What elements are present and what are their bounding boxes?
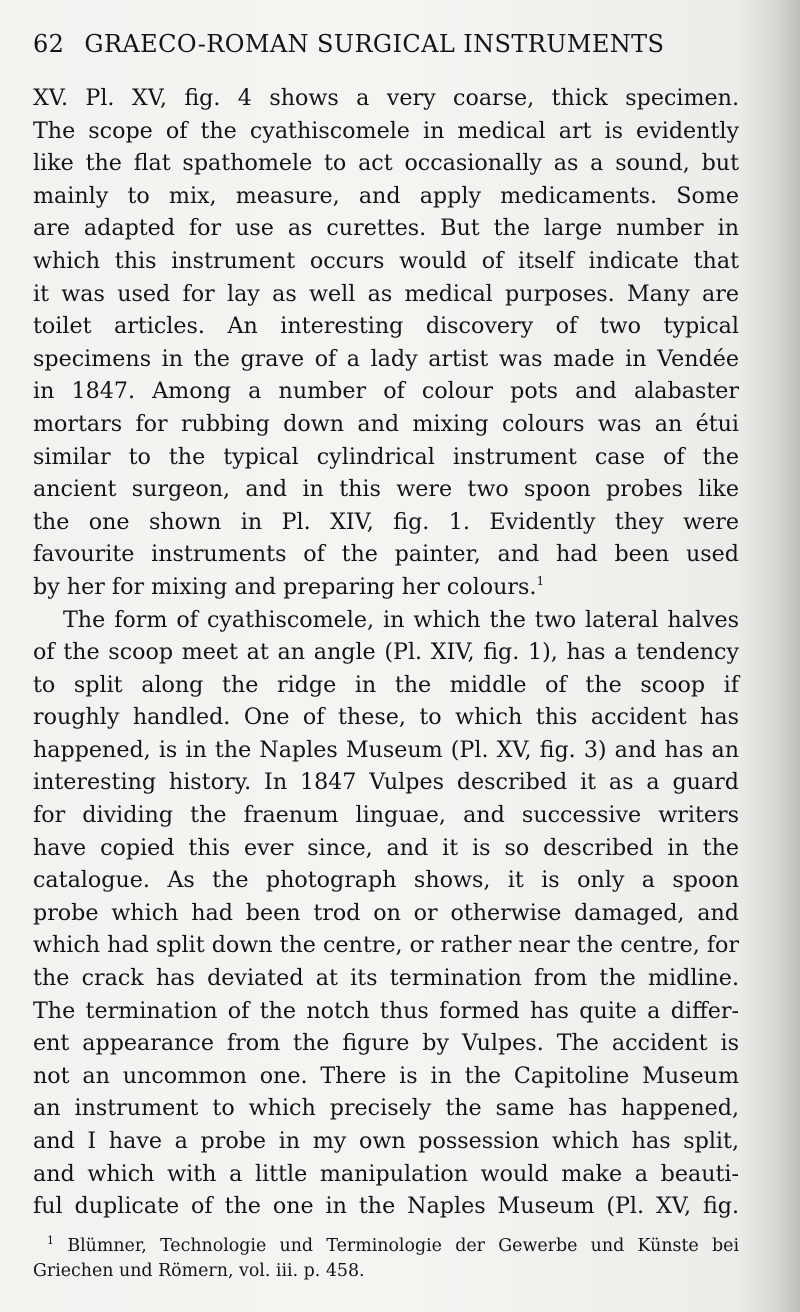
text-line: which had split down the centre, or rather near the centre, for xyxy=(33,932,739,959)
text-line: specimens in the grave of a lady artist was made in Vendée xyxy=(33,345,739,372)
text-line: mainly to mix, measure, and apply medicaments. Some xyxy=(33,182,739,209)
text-line: The termination of the notch thus formed has quite a differ- xyxy=(33,997,739,1024)
text-line: are adapted for use as curettes. But the large number in xyxy=(33,215,739,242)
text-line xyxy=(33,571,739,604)
footnote xyxy=(33,1234,739,1283)
text-line: interesting history. In 1847 Vulpes described it as a guard xyxy=(33,769,739,796)
text-line: happened, is in the Naples Museum (Pl. XV, fig. 3) and has an xyxy=(33,736,739,763)
text-line: in 1847. Among a number of colour pots and alabaster xyxy=(33,378,739,405)
text-line: for dividing the fraenum linguae, and successive writers xyxy=(33,802,739,829)
page-header xyxy=(33,30,753,70)
text-line: to split along the ridge in the middle of the scoop if xyxy=(33,671,739,698)
text-line: the crack has deviated at its termination from the midline. xyxy=(33,965,739,992)
text-line: The form of cyathiscomele, in which the two lateral halves xyxy=(63,606,739,633)
footnote-marker: 1 xyxy=(47,1234,54,1247)
text-line: it was used for lay as well as medical purposes. Many are xyxy=(33,280,739,307)
text-line: have copied this ever since, and it is so described in the xyxy=(33,834,739,861)
text-line: catalogue. As the photograph shows, it is only a spoon xyxy=(33,867,739,894)
text-line: ancient surgeon, and in this were two spoon probes like xyxy=(33,476,739,503)
text-line: like the flat spathomele to act occasionally as a sound, but xyxy=(33,150,739,177)
text-line: XV. Pl. XV, fig. 4 shows a very coarse, thick specimen. xyxy=(33,85,739,111)
text-line: and which with a little manipulation would make a beauti- xyxy=(33,1160,739,1187)
footnote-text: Blümner, Technologie und Terminologie der Gewerbe und Künste bei xyxy=(67,1236,740,1256)
text-line: ent appearance from the figure by Vulpes. The accident is xyxy=(33,1030,739,1057)
paragraph-2 xyxy=(33,604,739,1223)
text-line: of the scoop meet at an angle (Pl. XIV, fig. 1), has a tendency xyxy=(33,639,739,666)
text-line-content: by her for mixing and preparing her colours. xyxy=(33,573,537,600)
body-text xyxy=(33,82,739,1223)
text-line: favourite instruments of the painter, and had been used xyxy=(33,541,739,568)
text-line: toilet articles. An interesting discovery of two typical xyxy=(33,313,739,340)
text-line: mortars for rubbing down and mixing colours was an étui xyxy=(33,410,739,437)
text-line: The scope of the cyathiscomele in medical art is evidently xyxy=(33,117,739,144)
text-line: ful duplicate of the one in the Naples Museum (Pl. XV, fig. xyxy=(33,1193,739,1220)
text-line: probe which had been trod on or otherwise damaged, and xyxy=(33,899,739,926)
footnote-line: Griechen und Römern, vol. iii. p. 458. xyxy=(33,1260,365,1281)
footnote-reference: 1 xyxy=(536,573,545,588)
text-line: an instrument to which precisely the same has happened, xyxy=(33,1095,739,1122)
text-line: which this instrument occurs would of itself indicate that xyxy=(33,247,739,274)
text-line: and I have a probe in my own possession which has split, xyxy=(33,1128,739,1154)
running-title: GRAECO-ROMAN SURGICAL INSTRUMENTS xyxy=(84,30,665,58)
page-number: 62 xyxy=(33,30,65,58)
text-line: not an uncommon one. There is in the Capitoline Museum xyxy=(33,1062,739,1089)
footnote-line xyxy=(33,1234,739,1259)
text-line: roughly handled. One of these, to which this accident has xyxy=(33,704,739,731)
paragraph-1 xyxy=(33,82,739,604)
text-line: similar to the typical cylindrical instrument case of the xyxy=(33,443,739,470)
text-line: the one shown in Pl. XIV, fig. 1. Evidently they were xyxy=(33,508,739,535)
